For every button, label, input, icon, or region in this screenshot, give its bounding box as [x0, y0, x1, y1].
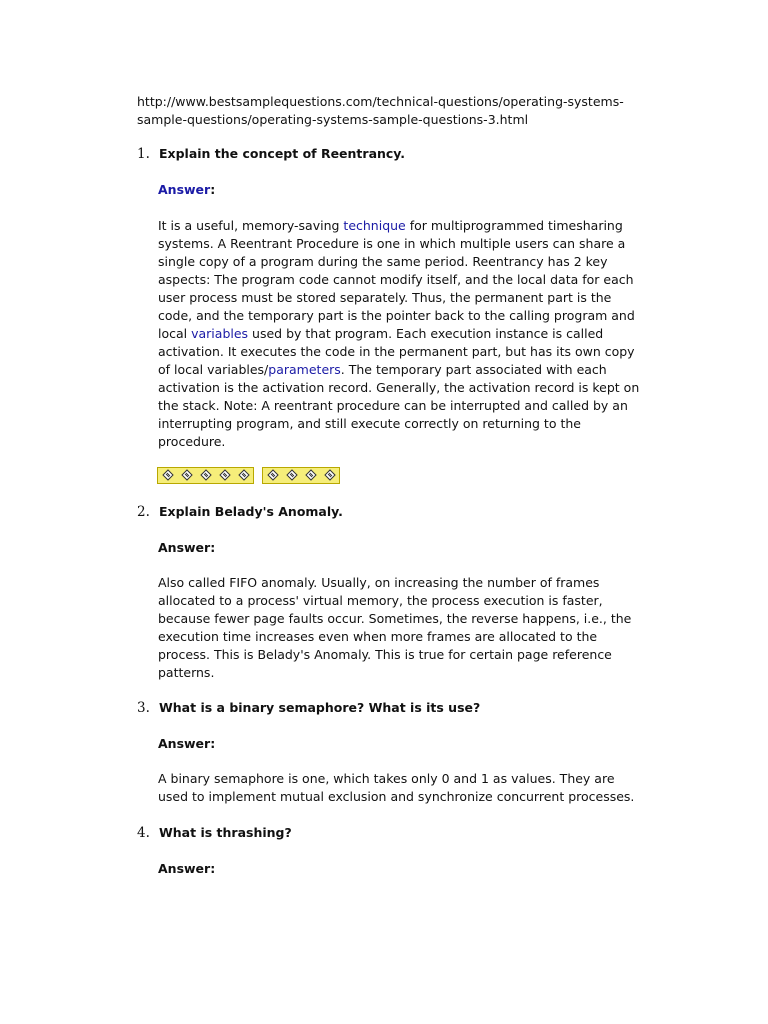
source-url: http://www.bestsamplequestions.com/technical-questions/operating-systems-sample-questions/operating-systems-sample-questions-3.html — [137, 94, 624, 127]
answer-label-1 — [158, 181, 215, 199]
answer-3: A binary semaphore is one, which takes only 0 and 1 as values. They are used to implement mutual exclusion and synchronize concurrent processes. — [158, 771, 635, 804]
answer-text: used by that program. Each execution instance is called activation. It executes the code in the permanent part, but has its own copy of local variables/ — [158, 326, 635, 377]
answer-text: It is a useful, memory-saving — [158, 218, 344, 233]
question-text: Explain the concept of Reentrancy. — [159, 146, 406, 161]
answer-label-4: Answer: — [158, 861, 216, 876]
question-text: What is a binary semaphore? What is its use? — [159, 700, 481, 715]
link-variables[interactable]: variables — [191, 326, 249, 341]
tag-icon — [177, 468, 196, 481]
tag-icon — [215, 468, 234, 481]
answer-2: Also called FIFO anomaly. Usually, on increasing the number of frames allocated to a process' virtual memory, the process execution is faster, because fewer page faults occur. Sometimes, the reverse happens, i.e., the execution time increases even when more frames are allocated to the process. This is Belady's Anomaly. This is true for certain page reference patterns. — [158, 575, 632, 680]
question-text: What is thrashing? — [159, 825, 292, 840]
link-technique[interactable]: technique — [343, 218, 406, 233]
ribbon-group-1 — [157, 467, 254, 484]
tag-icon — [282, 468, 301, 481]
answer-text: . The temporary part associated with each activation is the activation record. Generally, the activation record is kept on the stack. Note: A reentrant procedure can be interrupted and called by an interrupting program, and still execute correctly on returning to the procedure. — [158, 362, 640, 449]
tag-icon — [196, 468, 215, 481]
answer-label-text: Answer — [158, 182, 211, 197]
tag-icon — [320, 468, 339, 481]
ribbon-group-2 — [262, 467, 340, 484]
tag-icon — [158, 468, 177, 481]
answer-text: for multiprogrammed timesharing systems. A Reentrant Procedure is one in which multiple users can share a single copy of a program during the same period. Reentrancy has 2 key aspects: The program code cannot modify itself, and the local data for each user process must be stored separately. Thus, the permanent part is the code, and the temporary part is the pointer back to the calling program and local — [158, 218, 635, 341]
decorative-ribbon — [157, 468, 350, 483]
question-number: 3. — [137, 700, 150, 716]
answer-1 — [158, 217, 646, 451]
question-number: 1. — [137, 146, 150, 162]
question-number: 4. — [137, 825, 150, 841]
answer-label-2: Answer: — [158, 540, 216, 555]
tag-icon — [301, 468, 320, 481]
answer-label-colon: : — [210, 182, 216, 197]
tag-icon — [234, 468, 253, 481]
link-parameters[interactable]: parameters — [268, 362, 341, 377]
question-number: 2. — [137, 504, 150, 520]
question-text: Explain Belady's Anomaly. — [159, 504, 343, 519]
tag-icon — [263, 468, 282, 481]
answer-label-3: Answer: — [158, 736, 216, 751]
